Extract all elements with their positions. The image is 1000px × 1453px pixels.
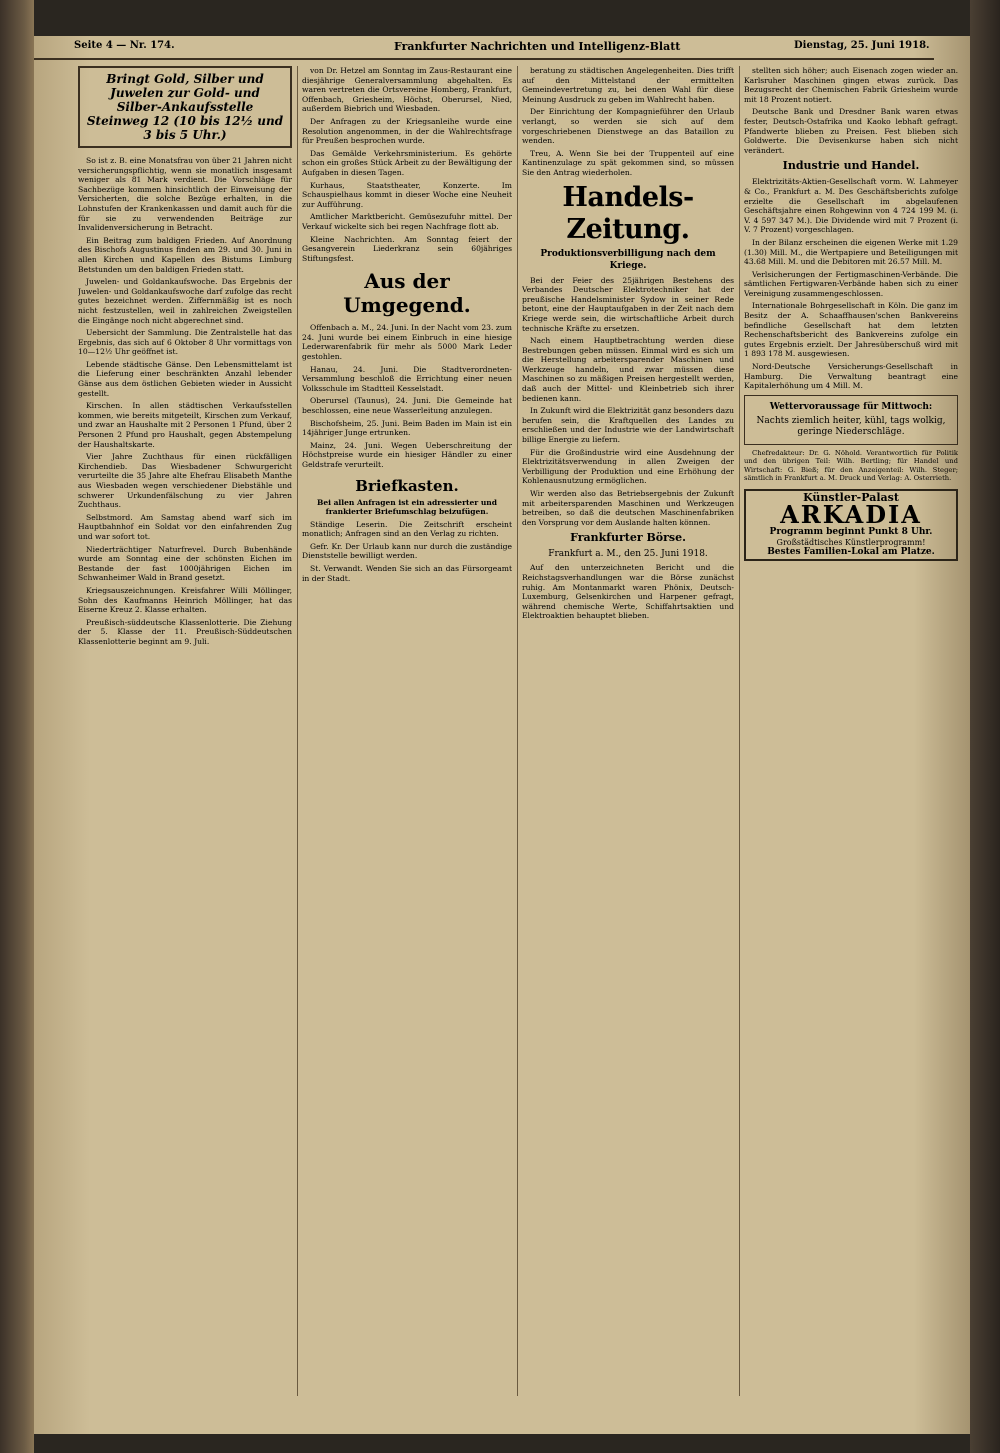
arkadia-advert [744,489,958,561]
article-paragraph: Uebersicht der Sammlung. Die Zentralstelle hat das Ergebnis, das sich auf 6 Oktober 8 Uhr vormittags von 10—12½ Uhr geöffnet ist. [78,328,292,357]
article-paragraph: Vier Jahre Zuchthaus für einen rückfälligen Kirchendieb. Das Wiesbadener Schwurgericht verurteilte die 35 Jahre alte Ehefrau Elisabeth Manthe aus Wiesbaden wegen verschiedener Diebstähle und schwerer Urkundenfälschung zu vier Jahren Zuchthaus. [78,452,292,510]
article-paragraph: Deutsche Bank und Dresdner Bank waren etwas fester, Deutsch-Ostafrika und Kaoko lebhaft gefragt. Pfandwerte blieben zu Preisen. Fest blieben sich Goldwerte. Die Devisenkurse haben sich nicht verändert. [744,107,958,155]
article-paragraph: Nord-Deutsche Versicherungs-Gesellschaft in Hamburg. Die Verwaltung beantragt eine Kapitalerhöhung um 4 Mill. M. [744,362,958,391]
advert-venue-label: Künstler-Palast [803,490,899,504]
page-edge-right [970,0,1000,1453]
article-paragraph: Oberursel (Taunus), 24. Juni. Die Gemeinde hat beschlossen, eine neue Wasserleitung anzulegen. [302,396,512,416]
article-paragraph: Juwelen- und Goldankaufswoche. Das Ergebnis der Juwelen- und Goldankaufswoche darf zufolge das recht gutes bezeichnet werden. Ziffernmäßig ist es noch nicht festzustellen, weil in zahlreichen Zweigstellen die Eingänge noch nicht abgerechnet sind. [78,277,292,325]
section-heading-briefkasten: Briefkasten. [355,476,459,495]
masthead-rule [34,58,934,60]
article-paragraph: Lebende städtische Gänse. Den Lebensmittelamt ist die Lieferung einer beschränkten Anzahl lebender Gänse aus dem östlichen Gebieten wieder in Aussicht gestellt. [78,359,292,398]
column-3 [522,66,734,1396]
section-heading-umgegend: Aus der Umgegend. [343,269,471,318]
article-paragraph: Bischofsheim, 25. Juni. Beim Baden im Main ist ein 14jähriger Junge ertrunken. [302,418,512,438]
weather-heading: Wettervoraussage für Mittwoch: [769,401,933,412]
article-paragraph: Mainz, 24. Juni. Wegen Ueberschreitung der Höchstpreise wurde ein hiesiger Händler zu einer Geldstrafe verurteilt. [302,440,512,469]
issue-date: Dienstag, 25. Juni 1918. [794,40,930,51]
masthead [34,36,934,58]
column-4 [744,66,958,1396]
article-paragraph: Kriegsauszeichnungen. Kreisfahrer Willi Möllinger, Sohn des Kaufmanns Heinrich Möllinger, hat das Eiserne Kreuz 2. Klasse erhalten. [78,585,292,615]
article-paragraph: Selbstmord. Am Samstag abend warf sich im Hauptbahnhof ein Soldat vor den einfahrenden Zug und war sofort tot. [78,512,292,541]
briefkasten-note: Bei allen Anfragen ist ein adressierter und frankierter Briefumschlag beizufügen. [317,497,497,516]
boerse-date: Frankfurt a. M., den 25. Juni 1918. [548,549,708,560]
article-subheading: Produktionsverbilligung nach dem Kriege. [540,248,716,271]
article-paragraph: Kurhaus, Staatstheater, Konzerte. Im Schauspielhaus kommt in dieser Woche eine Neuheit zur Aufführung. [302,180,512,209]
article-paragraph: Hanau, 24. Juni. Die Stadtverordneten-Versammlung beschloß die Errichtung einer neuen Volksschule im Stadtteil Kesselstadt. [302,364,512,393]
article-paragraph: Bei der Feier des 25jährigen Bestehens des Verbandes Deutscher Elektrotechniker hat der preußische Handelsminister Sydow in seiner Rede betont, eine der Hauptaufgaben in der Zeit nach dem Kriege werde sein, die wirtschaftliche Arbeit durch technische Kräfte zu ersetzen. [522,275,734,333]
column-2 [302,66,512,1396]
article-paragraph: Amtlicher Marktbericht. Gemüsezufuhr mittel. Der Verkauf wickelte sich bei regen Nachfrage flott ab. [302,212,512,231]
article-paragraph: St. Verwandt. Wenden Sie sich an das Fürsorgeamt in der Stadt. [302,563,512,583]
article-paragraph: Kirschen. In allen städtischen Verkaufsstellen kommen, wie bereits mitgeteilt, Kirschen zum Verkauf, und zwar an Haushalte mit 2 Personen 1 Pfund, über 2 Personen 2 Pfund pro Haushalt, gegen Abstempelung der Haushaltskarte. [78,401,292,449]
page-number: Seite 4 — Nr. 174. [74,40,175,51]
article-paragraph: So ist z. B. eine Monatsfrau von über 21 Jahren nicht versicherungspflichtig, wenn sie monatlich insgesamt weniger als 81 Mark verdient. Die Vorschläge für Sachbezüge kommen hinsichtlich der Einweisung der Versicherten, die solche Bezüge erhalten, in die Lohnstufen der Krankenkassen und damit auch für die für sie zu verwendenden Beiträge zur Invalidenversicherung in Betracht. [78,156,292,233]
gold-silver-advert: Bringt Gold, Silber und Juwelen zur Gold- und Silber-Ankaufsstelle Steinweg 12 (10 bis 12½ und 3 bis 5 Uhr.) [78,66,292,148]
article-paragraph: Offenbach a. M., 24. Juni. In der Nacht vom 23. zum 24. Juni wurde bei einem Einbruch in eine hiesige Lederwarenfabrik für mehr als 5000 Mark Leder gestohlen. [302,323,512,362]
article-paragraph: Wir werden also das Betriebsergebnis der Zukunft mit arbeitersparenden Maschinen und Werkzeugen betreiben, so daß die deutschen Maschinenfabriken den Vorsprung vor dem Auslande halten können. [522,489,734,527]
article-paragraph: Auf den unterzeichneten Bericht und die Reichstagsverhandlungen war die Börse zunächst ruhig. Am Montanmarkt waren Phönix, Deutsch-Luxemburg, Gelsenkirchen und Harpener gefragt, während chemische Werte, Schiffahrtsaktien und Elektroaktien behauptet blieben. [522,563,734,621]
column-1 [78,66,292,1396]
weather-forecast-box [744,395,958,445]
column-divider [739,66,740,1396]
weather-text: Nachts ziemlich heiter, kühl, tags wolkig, geringe Niederschläge. [756,415,946,437]
paper-title: Frankfurter Nachrichten und Intelligenz-Blatt [394,40,681,53]
article-paragraph: stellten sich höher; auch Eisenach zogen wieder an. Karlsruher Maschinen gingen etwas zurück. Das Bezugsrecht der Chemischen Fabrik Griesheim wurde mit 18 Prozent notiert. [744,66,958,104]
article-paragraph: Elektrizitäts-Aktien-Gesellschaft vorm. W. Lahmeyer & Co., Frankfurt a. M. Des Geschäftsberichts zufolge erzielte die Gesellschaft im abgelaufenen Geschäftsjahre einen Rohgewinn von 4 724 199 M. (i. V. 4 597 347 M.). Die Dividende wird mit 7 Prozent (i. V. 7 Prozent) vorgeschlagen. [744,177,958,235]
section-heading-boerse: Frankfurter Börse. [570,531,686,545]
article-paragraph: Für die Großindustrie wird eine Ausdehnung der Elektrizitätsverwendung in allen Zweigen der Verbilligung der Produktion und eine Erhöhung der Kohlenausnutzung ermöglichen. [522,447,734,486]
column-divider [517,66,518,1396]
impressum: Chefredakteur: Dr. G. Nöhold. Verantwortlich für Politik und den übrigen Teil: Wilh. Bertling; für Handel und Wirtschaft: G. Bieß; für den Anzeigenteil: Wilh. Steger; sämtlich in Frankfurt a. M. Druck und Verlag: A. Osterrieth. [744,448,958,483]
section-heading-handels-zeitung: Handels-Zeitung. [562,181,694,245]
article-paragraph: Treu, A. Wenn Sie bei der Truppenteil auf eine Kantinenzulage zu spät gekommen sind, so müssen Sie den Antrag wiederholen. [522,148,734,177]
advert-program-sub: Großstädtisches Künstlerprogramm! [776,538,926,547]
advert-program-time: Programm beginnt Punkt 8 Uhr. [769,527,933,538]
article-paragraph: Kleine Nachrichten. Am Sonntag feiert der Gesangverein Liederkranz sein 60jähriges Stiftungsfest. [302,234,512,263]
article-paragraph: Der Anfragen zu der Kriegsanleihe wurde eine Resolution angenommen, in der die Wahlrechtsfrage für Preußen besprochen wurde. [302,116,512,146]
advert-tagline: Bestes Familien-Lokal am Platze. [767,546,935,557]
article-paragraph: Ein Beitrag zum baldigen Frieden. Auf Anordnung des Bischofs Augustinus finden am 29. und 30. Juni in allen Kirchen und Kapellen des Bistums Limburg Betstunden um den baldigen Frieden statt. [78,235,292,274]
column-divider [297,66,298,1396]
article-paragraph: Niederträchtiger Naturfrevel. Durch Bubenhände wurde am Sonntag eine der schönsten Eichen im Bestande der fast 1000jährigen Eichen im Schwanheimer Wald in Brand gesetzt. [78,544,292,583]
article-paragraph: beratung zu städtischen Angelegenheiten. Dies trifft auf den Mittelstand der ermittelten Gemeindevertretung zu, bei denen Wahl für diese Meinung Ausdruck zu geben im Wahlrecht haben. [522,66,734,104]
article-paragraph: Internationale Bohrgesellschaft in Köln. Die ganz im Besitz der A. Schaaffhausen'schen Bankvereins befindliche Gesellschaft hat dem letzten Rechenschaftsbericht des Bankvereins zufolge ein gutes Ergebnis erzielt. Der Jahresüberschuß wird mit 1 893 178 M. ausgewiesen. [744,301,958,359]
article-paragraph: Der Einrichtung der Kompagnieführer den Urlaub verlangt, so werden sie sich auf dem vorgeschriebenen Dienstwege an das Bataillon zu wenden. [522,107,734,146]
article-paragraph: Nach einem Hauptbetrachtung werden diese Bestrebungen geben müssen. Einmal wird es sich um die Herstellung arbeitersparender Maschinen und Werkzeuge handeln, und zwar müssen diese Maschinen so zu mäßigen Preisen hergestellt werden, daß auch der Mittel- und Kleinbetrieb sich ihrer bedienen kann. [522,336,734,403]
article-paragraph: Das Gemälde Verkehrsministerium. Es gehörte schon ein großes Stück Arbeit zu der Bewältigung der Aufgaben in diesen Tagen. [302,148,512,177]
article-paragraph: Preußisch-süddeutsche Klassenlotterie. Die Ziehung der 5. Klasse der 11. Preußisch-Süddeutschen Klassenlotterie beginnt am 9. Juli. [78,617,292,646]
advert-venue-name: ARKADIA [780,500,922,530]
section-heading-industrie: Industrie und Handel. [782,159,920,173]
article-paragraph: Verlsicherungen der Fertigmaschinen-Verbände. Die sämtlichen Fertigwaren-Verbände haben sich zu einer Vereinigung zusammengeschlossen. [744,269,958,298]
article-paragraph: In Zukunft wird die Elektrizität ganz besonders dazu berufen sein, die Kraftquellen des Landes zu erschließen und der Industrie wie der Landwirtschaft billige Energie zu liefern. [522,406,734,445]
article-paragraph: Gefr. Kr. Der Urlaub kann nur durch die zuständige Dienststelle bewilligt werden. [302,541,512,561]
article-paragraph: In der Bilanz erscheinen die eigenen Werke mit 1.29 (1.30) Mill. M., die Wertpapiere und Beteiligungen mit 43.68 Mill. M. und die Debitoren mit 26.57 Mill. M. [744,237,958,267]
article-paragraph: Ständige Leserin. Die Zeitschrift erscheint monatlich; Anfragen sind an den Verlag zu richten. [302,519,512,539]
article-paragraph: von Dr. Hetzel am Sonntag im Zaus-Restaurant eine diesjährige Generalversammlung abgehalten. Es waren vertreten die Ortsvereine Homberg, Frankfurt, Offenbach, Griesheim, Höchst, Oberursel, Nied, außerdem Biebrich und Wiesbaden. [302,66,512,114]
bound-page-edge-left [0,0,34,1453]
